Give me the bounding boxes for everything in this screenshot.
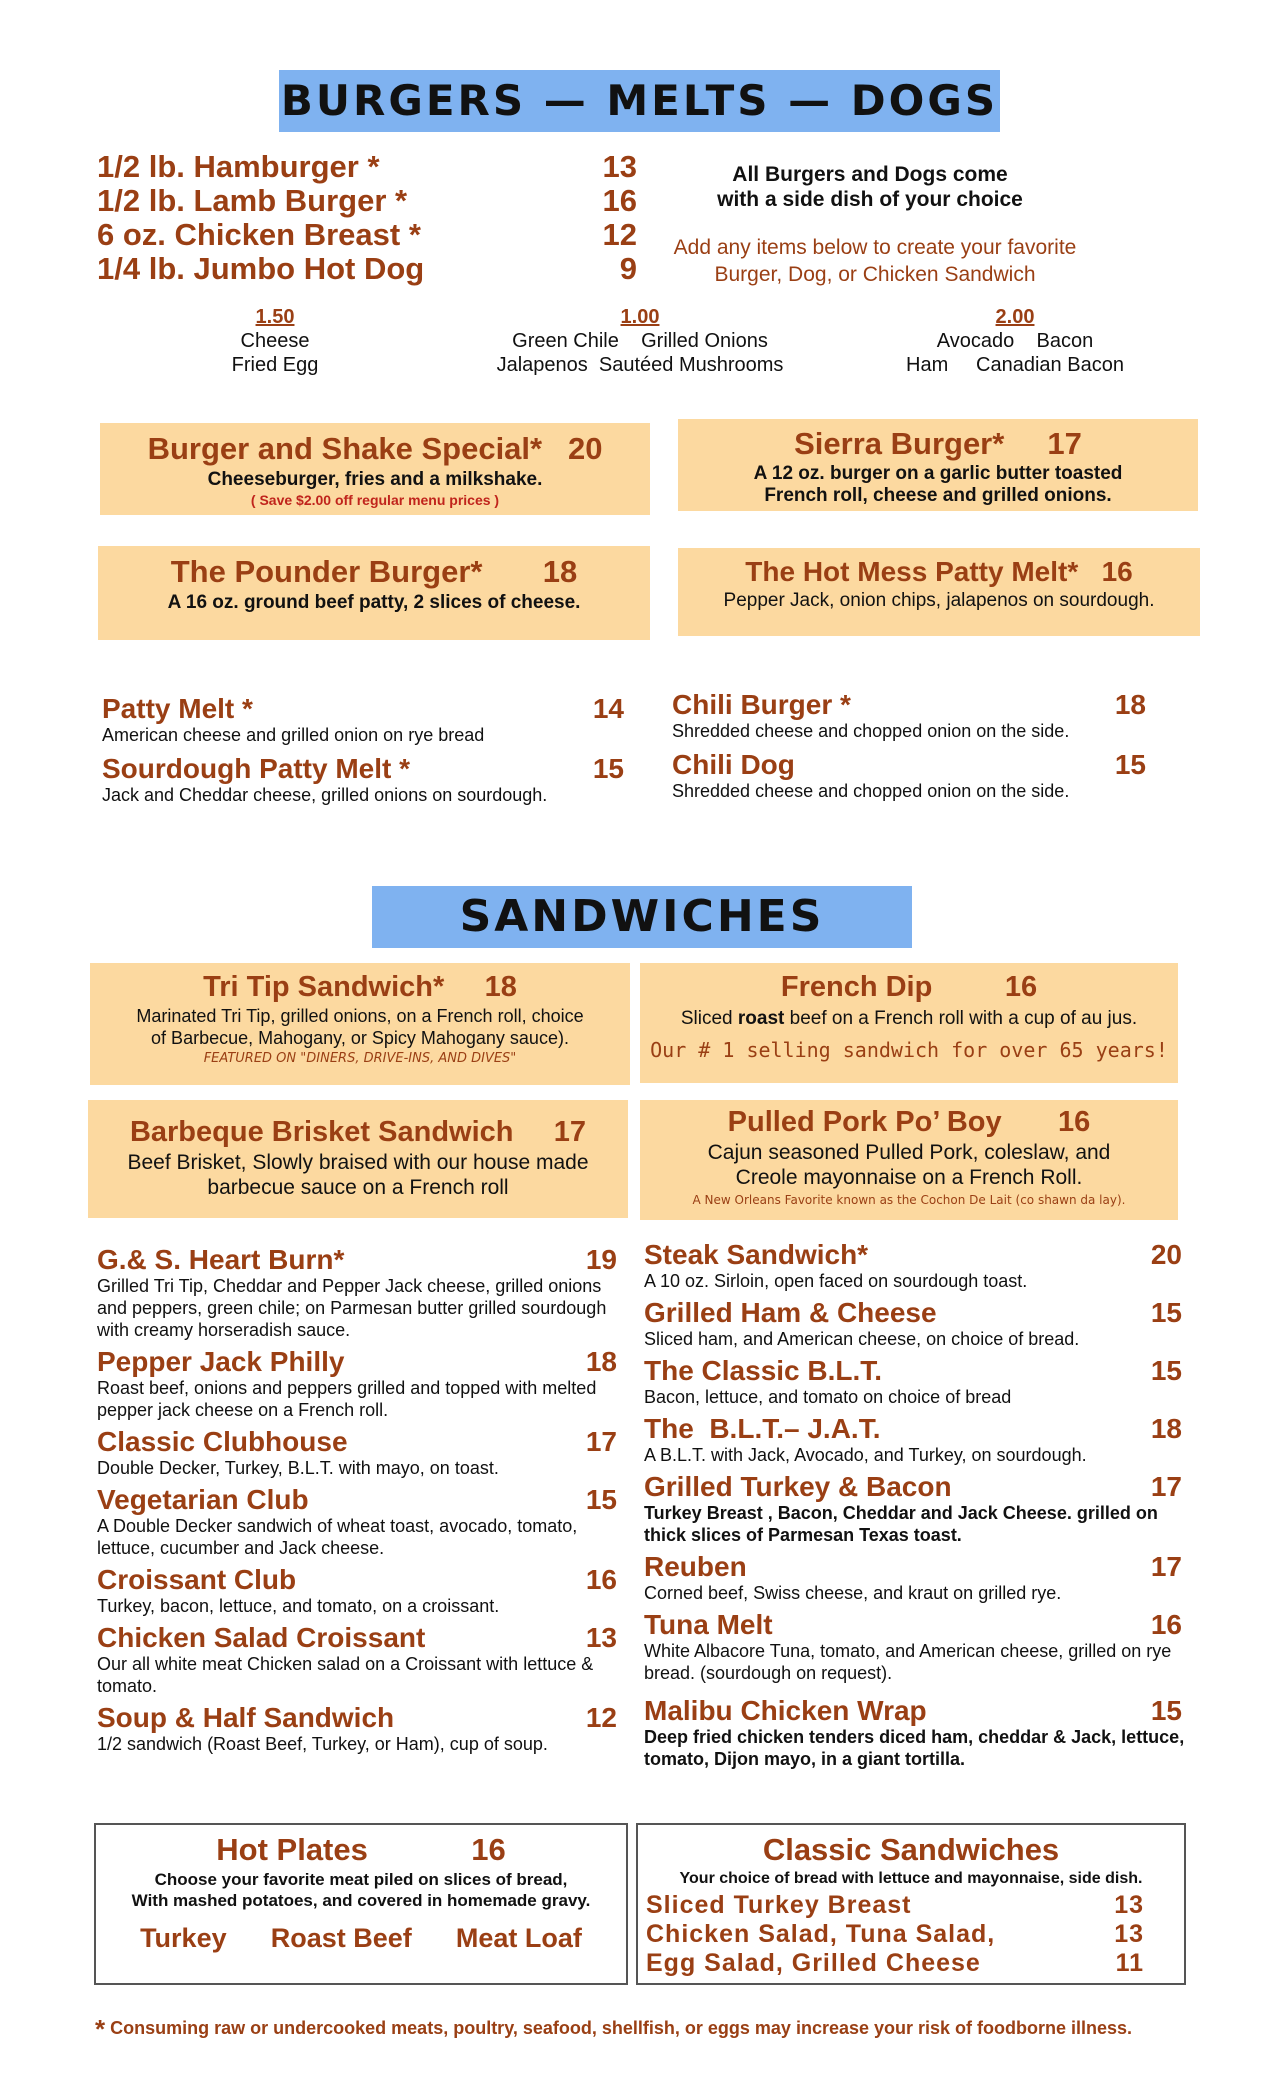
list-item: 6 oz. Chicken Breast * 12 bbox=[97, 217, 637, 252]
list-item: Soup & Half Sandwich 12 1/2 sandwich (Roast Beef, Turkey, or Ham), cup of soup. bbox=[97, 1702, 617, 1754]
list-item: Sourdough Patty Melt * 15 Jack and Cheddar cheese, grilled onions on sourdough. bbox=[102, 753, 624, 805]
list-item: The Classic B.L.T. 15 Bacon, lettuce, and tomato on choice of bread bbox=[644, 1355, 1182, 1407]
addon-group-1-00: 1.00 Green Chile Grilled Onions Jalapenos Sautéed Mushrooms bbox=[496, 306, 784, 376]
melts-left-column bbox=[102, 694, 624, 806]
list-item: Grilled Turkey & Bacon 17 Turkey Breast , Bacon, Cheddar and Jack Cheese. grilled on thick slices of Parmesan Texas toast. bbox=[644, 1471, 1182, 1545]
list-item: Croissant Club 16 Turkey, bacon, lettuce, and tomato, on a croissant. bbox=[97, 1564, 617, 1616]
list-item: Malibu Chicken Wrap 15 Deep fried chicken tenders diced ham, cheddar & Jack, lettuce, tomato, Dijon mayo, in a giant tortilla. bbox=[644, 1695, 1185, 1769]
tri-tip-sandwich-box: Tri Tip Sandwich* 18 Marinated Tri Tip, grilled onions, on a French roll, choice of Barbecue, Mahogany, or Spicy Mahogany sauce). FEATURED ON "DINERS, DRIVE-INS, AND DIVES" bbox=[90, 963, 630, 1085]
list-item: Chili Dog 15 Shredded cheese and chopped onion on the side. bbox=[672, 749, 1146, 801]
option-turkey: Turkey bbox=[140, 1923, 227, 1953]
list-item: Tuna Melt 16 White Albacore Tuna, tomato, and American cheese, grilled on rye bread. (sourdough on request). bbox=[644, 1609, 1182, 1683]
list-item: Pepper Jack Philly 18 Roast beef, onions and peppers grilled and topped with melted pepper jack cheese on a French roll. bbox=[97, 1346, 617, 1420]
sandwiches-right-column bbox=[644, 1240, 1192, 1770]
list-item: Reuben 17 Corned beef, Swiss cheese, and kraut on grilled rye. bbox=[644, 1551, 1182, 1603]
option-roast-beef: Roast Beef bbox=[270, 1923, 412, 1953]
list-item: Chicken Salad, Tuna Salad, 13 bbox=[646, 1920, 1144, 1948]
hot-plates-box: Hot Plates 16 Choose your favorite meat piled on slices of bread, With mashed potatoes, and covered in homemade gravy. Turkey Roast Beef Meat Loaf bbox=[94, 1823, 628, 1985]
melts-right-column bbox=[672, 690, 1146, 802]
food-safety-disclaimer: * Consuming raw or undercooked meats, poultry, seafood, shellfish, or eggs may increase your risk of foodborne illness. bbox=[95, 2014, 1133, 2044]
list-item: Patty Melt * 14 American cheese and grilled onion on rye bread bbox=[102, 693, 624, 745]
sandwiches-section-title: SANDWICHES bbox=[372, 886, 912, 948]
list-item: 1/4 lb. Jumbo Hot Dog 9 bbox=[97, 251, 637, 286]
sierra-burger-box: Sierra Burger* 17 A 12 oz. burger on a garlic butter toasted French roll, cheese and grilled onions. bbox=[678, 419, 1198, 511]
list-item: Sliced Turkey Breast 13 bbox=[646, 1891, 1144, 1919]
list-item: The B.L.T.– J.A.T. 18 A B.L.T. with Jack, Avocado, and Turkey, on sourdough. bbox=[644, 1413, 1182, 1465]
option-meat-loaf: Meat Loaf bbox=[455, 1923, 582, 1953]
list-item: G.& S. Heart Burn* 19 Grilled Tri Tip, Cheddar and Pepper Jack cheese, grilled onions and peppers, green chile; on Parmesan butter grilled sourdough with creamy horseradish sauce. bbox=[97, 1244, 617, 1340]
list-item: Classic Clubhouse 17 Double Decker, Turkey, B.L.T. with mayo, on toast. bbox=[97, 1426, 617, 1478]
list-item: 1/2 lb. Hamburger * 13 bbox=[97, 149, 637, 184]
sandwiches-left-column bbox=[97, 1245, 617, 1755]
french-dip-box: French Dip 16 Sliced roast beef on a French roll with a cup of au jus. Our # 1 selling sandwich for over 65 years! bbox=[640, 963, 1178, 1083]
list-item: 1/2 lb. Lamb Burger * 16 bbox=[97, 183, 637, 218]
side-dish-note: All Burgers and Dogs come with a side dish of your choice bbox=[717, 163, 1023, 211]
addon-group-1-50: 1.50 Cheese Fried Egg bbox=[231, 306, 319, 376]
list-item: Vegetarian Club 15 A Double Decker sandwich of wheat toast, avocado, tomato, lettuce, cucumber and Jack cheese. bbox=[97, 1484, 617, 1558]
add-items-note: Add any items below to create your favorite Burger, Dog, or Chicken Sandwich bbox=[673, 236, 1077, 286]
list-item: Steak Sandwich* 20 A 10 oz. Sirloin, open faced on sourdough toast. bbox=[644, 1239, 1182, 1291]
burger-shake-special-box: Burger and Shake Special* 20 Cheeseburger, fries and a milkshake. ( Save $2.00 off regular menu prices ) bbox=[100, 423, 650, 515]
classic-sandwiches-box: Classic Sandwiches Your choice of bread with lettuce and mayonnaise, side dish. Sliced Turkey Breast 13 Chicken Salad, Tuna Salad, 13 Egg Salad, Grilled Cheese 11 bbox=[636, 1823, 1186, 1985]
pulled-pork-box: Pulled Pork Po’ Boy 16 Cajun seasoned Pulled Pork, coleslaw, and Creole mayonnaise on a French Roll. A New Orleans Favorite known as the Cochon De Lait (co shawn da lay). bbox=[640, 1100, 1178, 1220]
burger-price-list bbox=[97, 150, 637, 286]
pounder-burger-box: The Pounder Burger* 18 A 16 oz. ground beef patty, 2 slices of cheese. bbox=[98, 546, 650, 640]
list-item: Grilled Ham & Cheese 15 Sliced ham, and American cheese, on choice of bread. bbox=[644, 1297, 1182, 1349]
list-item: Chili Burger * 18 Shredded cheese and chopped onion on the side. bbox=[672, 689, 1146, 741]
bbq-brisket-box: Barbeque Brisket Sandwich 17 Beef Brisket, Slowly braised with our house made barbecue sauce on a French roll bbox=[88, 1100, 628, 1218]
burgers-section-title: BURGERS — MELTS — DOGS bbox=[279, 70, 1000, 132]
addon-group-2-00: 2.00 Avocado Bacon Ham Canadian Bacon bbox=[906, 306, 1124, 376]
list-item: Egg Salad, Grilled Cheese 11 bbox=[646, 1949, 1144, 1977]
list-item: Chicken Salad Croissant 13 Our all white meat Chicken salad on a Croissant with lettuce & tomato. bbox=[97, 1622, 617, 1696]
hot-mess-patty-melt-box: The Hot Mess Patty Melt* 16 Pepper Jack, onion chips, jalapenos on sourdough. bbox=[678, 548, 1200, 636]
